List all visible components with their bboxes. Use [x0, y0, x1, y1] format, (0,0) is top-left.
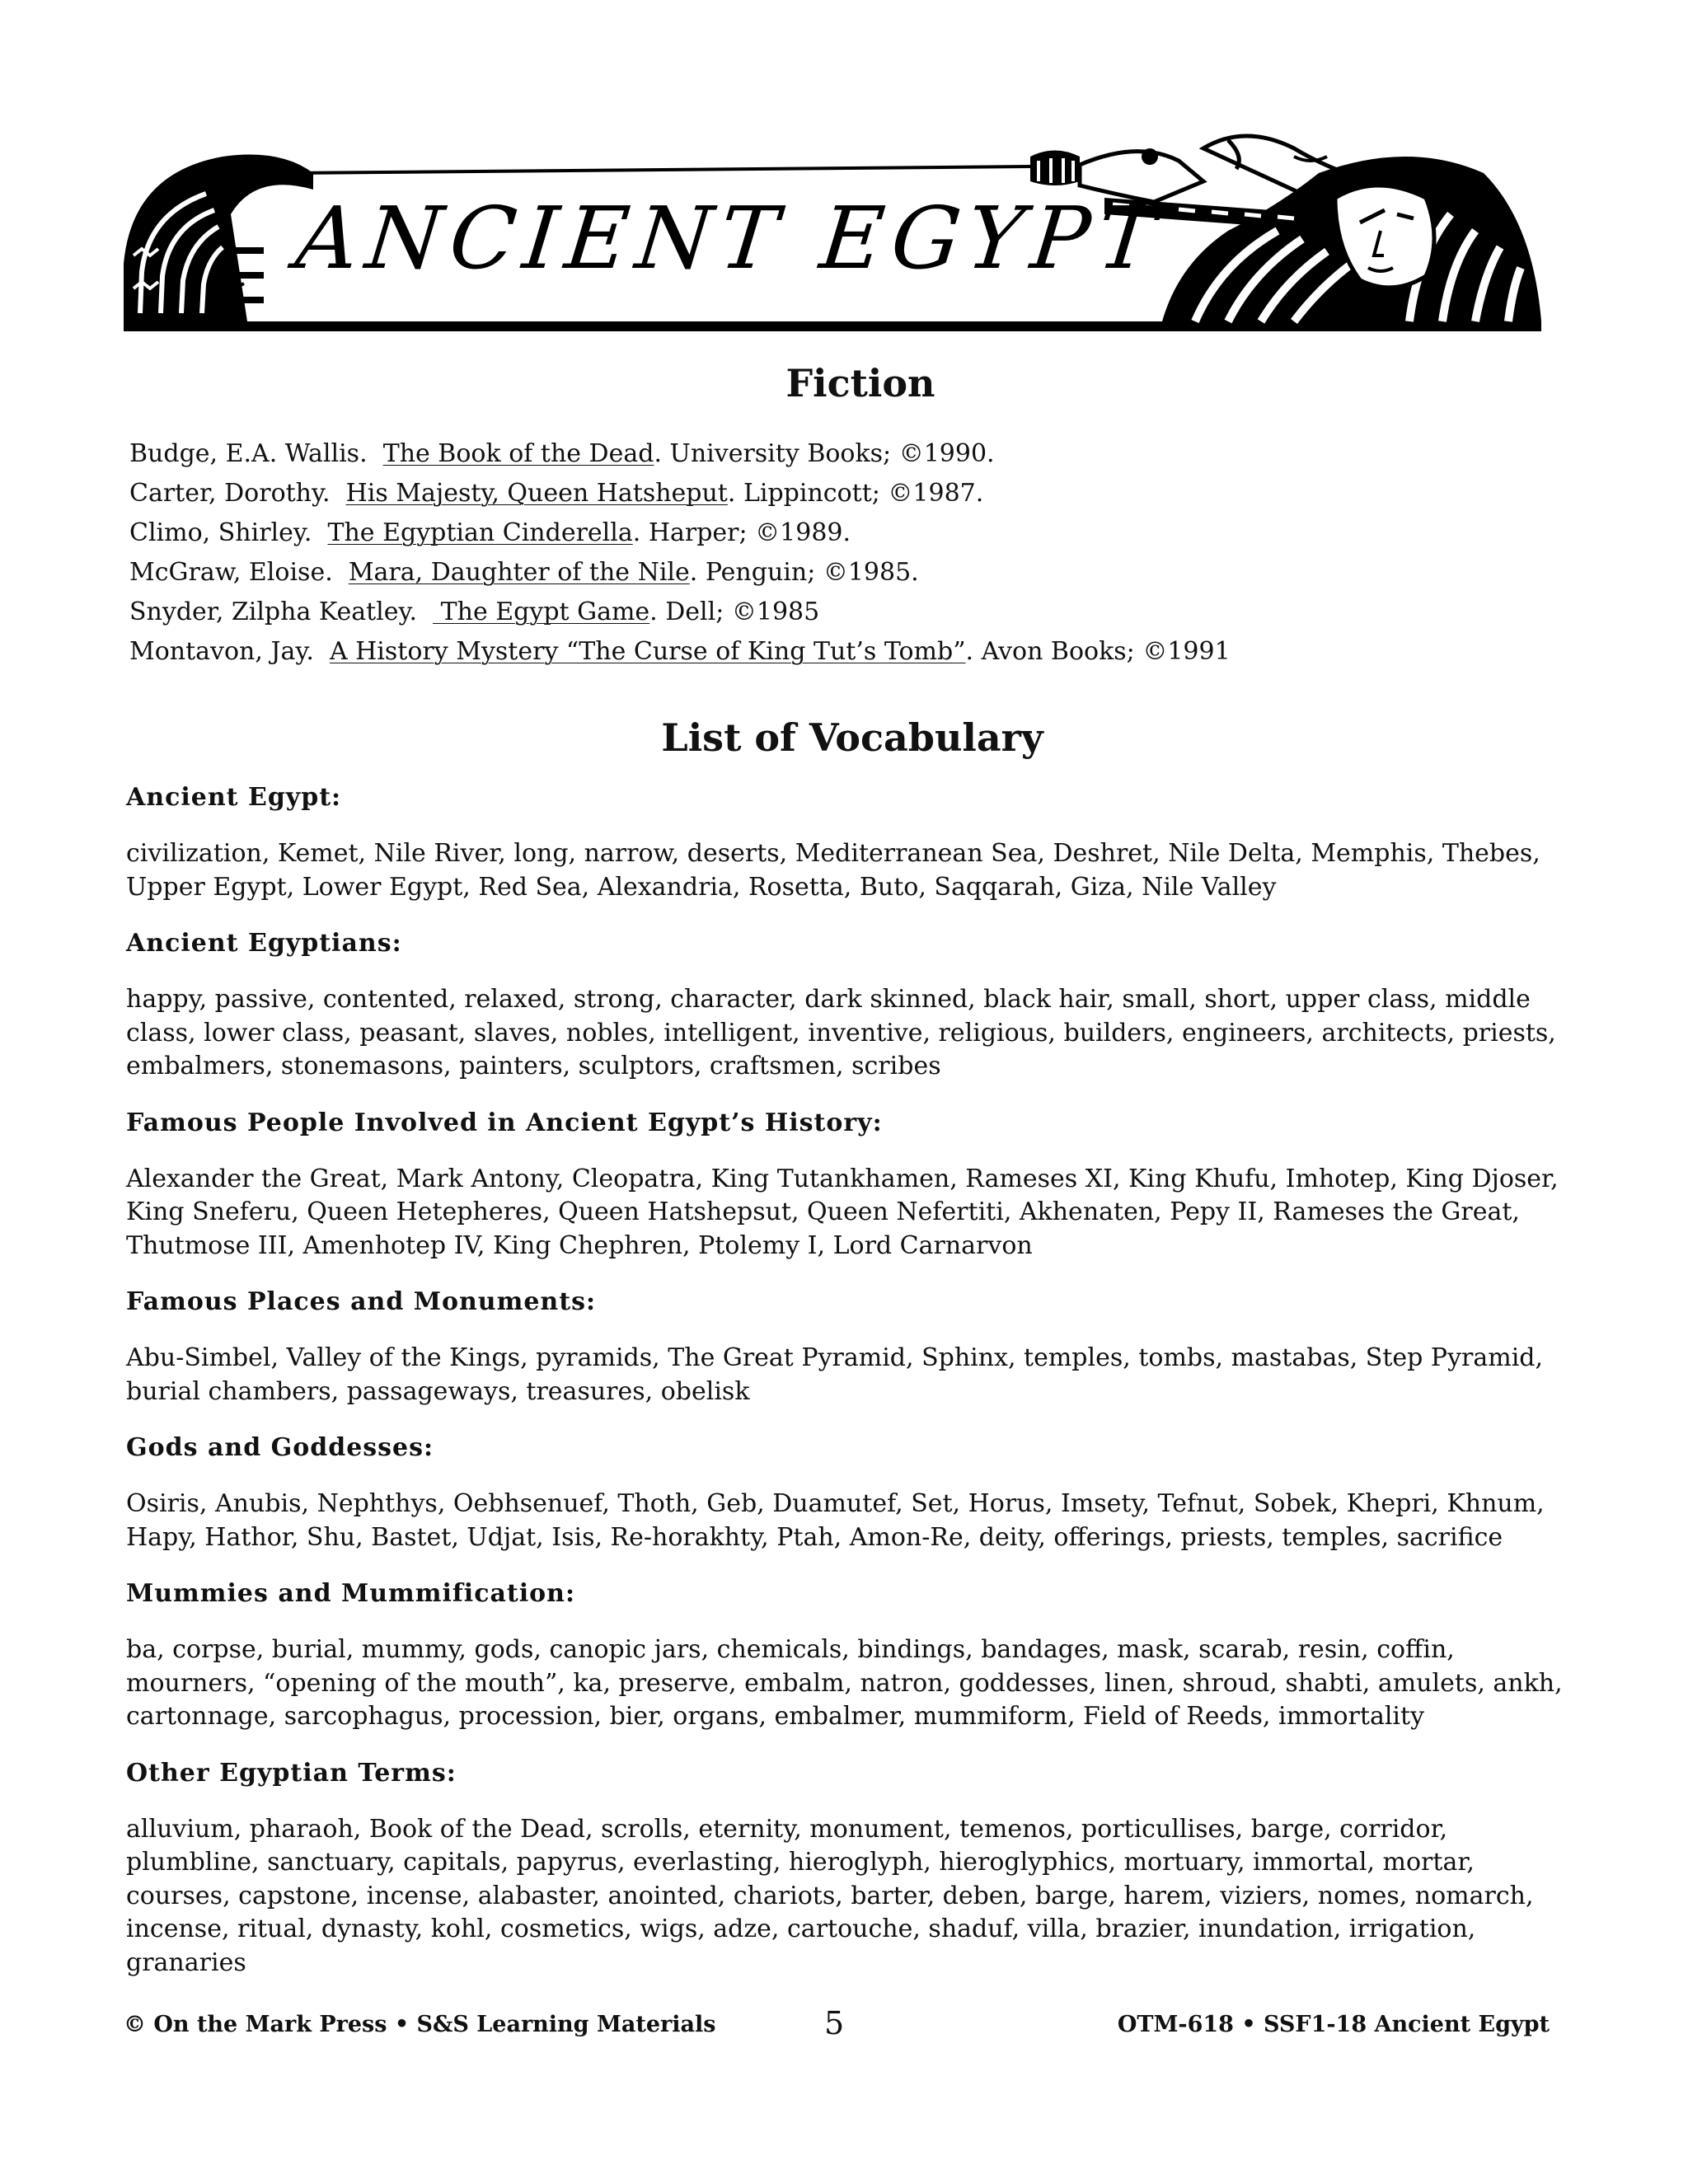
fiction-publication-details: . Harper; ©1989. — [632, 518, 851, 547]
vocabulary-category — [126, 1432, 1564, 1554]
fiction-list — [129, 434, 1580, 672]
vocabulary-category — [126, 1577, 1564, 1734]
vocabulary-category-words: happy, passive, contented, relaxed, strong, character, dark skinned, black hair, small, short, upper class, middle class, lower class, peasant, slaves, nobles, intelligent, inventive, religious, builders, engineers, architects, priests, embalmers, stonemasons, painters, sculptors, craftsmen, scribes — [126, 985, 1556, 1080]
vocabulary-category — [126, 1757, 1564, 1980]
fiction-title: Mara, Daughter of the Nile — [348, 558, 690, 587]
fiction-publication-details: . Dell; ©1985 — [649, 598, 820, 626]
fiction-publication-details: . Avon Books; ©1991 — [965, 637, 1231, 666]
vocabulary-category-words: civilization, Kemet, Nile River, long, narrow, deserts, Mediterranean Sea, Deshret, Nile Delta, Memphis, Thebes, Upper Egypt, Lower Egypt, Red Sea, Alexandria, Rosetta, Buto, Saqqarah, Giza, Nile Valley — [126, 839, 1540, 902]
vocabulary-category-words: Alexander the Great, Mark Antony, Cleopatra, King Tutankhamen, Rameses XI, King Khufu, Imhotep, King Djoser, King Sneferu, Queen Hetepheres, Queen Hatshepsut, Queen Nefertiti, Akhenaten, Pepy II, Rameses the Great, Thutmose III, Amenhotep IV, King Chephren, Ptolemy I, Lord Carnarvon — [126, 1164, 1559, 1260]
vocabulary-heading: List of Vocabulary — [661, 715, 1043, 760]
footer-publisher: © On the Mark Press • S&S Learning Materials — [124, 2012, 716, 2037]
fiction-title: A History Mystery “The Curse of King Tut’s Tomb” — [329, 637, 966, 666]
fiction-author: Montavon, Jay. — [129, 637, 314, 666]
fiction-entry — [129, 434, 1580, 474]
fiction-author: McGraw, Eloise. — [129, 558, 333, 587]
vocabulary-category — [126, 1286, 1564, 1408]
fiction-author: Budge, E.A. Wallis. — [129, 439, 368, 468]
vocabulary-category-words: Abu-Simbel, Valley of the Kings, pyramids, The Great Pyramid, Sphinx, temples, tombs, mastabas, Step Pyramid, burial chambers, passageways, treasures, obelisk — [126, 1343, 1544, 1406]
vocabulary-category-heading: Famous Places and Monuments: — [126, 1287, 597, 1316]
vocabulary-category — [126, 1107, 1564, 1263]
fiction-entry — [129, 553, 1580, 593]
fiction-entry — [129, 474, 1580, 513]
vocabulary-category-heading: Ancient Egyptians: — [126, 929, 402, 958]
vocabulary-category-heading: Gods and Goddesses: — [126, 1433, 434, 1462]
fiction-entry — [129, 632, 1580, 672]
ancient-egypt-banner — [124, 124, 1541, 338]
fiction-author: Climo, Shirley. — [129, 518, 312, 547]
vocabulary-category — [126, 781, 1564, 904]
fiction-title: His Majesty, Queen Hatsheput — [345, 479, 728, 508]
vocabulary-category-words: alluvium, pharaoh, Book of the Dead, scrolls, eternity, monument, temenos, porticullises, barge, corridor, plumbline, sanctuary, capitals, papyrus, everlasting, hieroglyph, hieroglyphics, mortuary, immortal, mortar, courses, capstone, incense, alabaster, anointed, chariots, barter, deben, barge, harem, viziers, nomes, nomarch, incense, ritual, dynasty, kohl, cosmetics, wigs, adze, cartouche, shaduf, villa, brazier, inundation, irrigation, granaries — [126, 1814, 1534, 1977]
vocabulary-list — [126, 781, 1564, 2003]
fiction-title: The Egypt Game — [433, 598, 650, 626]
fiction-heading: Fiction — [785, 361, 935, 405]
left-headdress-icon — [124, 155, 313, 322]
fiction-publication-details: . Penguin; ©1985. — [689, 558, 919, 587]
fiction-publication-details: . University Books; ©1990. — [654, 439, 995, 468]
fiction-author: Carter, Dorothy. — [129, 479, 331, 508]
fiction-author: Snyder, Zilpha Keatley. — [129, 598, 418, 626]
fiction-title: The Egyptian Cinderella — [327, 518, 633, 547]
vocabulary-category-heading: Other Egyptian Terms: — [126, 1758, 457, 1788]
vocabulary-category-heading: Famous People Involved in Ancient Egypt’s History: — [126, 1108, 883, 1137]
vocabulary-category-words: ba, corpse, burial, mummy, gods, canopic jars, chemicals, bindings, bandages, mask, scarab, resin, coffin, mourners, “opening of the mouth”, ka, preserve, embalm, natron, goddesses, linen, shroud, shabti, amulets, ankh, cartonnage, sarcophagus, procession, bier, organs, embalmer, mummiform, Field of Reeds, immortality — [126, 1635, 1563, 1731]
vocabulary-category-heading: Mummies and Mummification: — [126, 1579, 576, 1608]
page-number: 5 — [824, 2005, 845, 2041]
fiction-publication-details: . Lippincott; ©1987. — [727, 479, 984, 508]
fiction-entry — [129, 513, 1580, 553]
banner-title: ANCIENT EGYPT — [291, 188, 1169, 288]
vocabulary-category-heading: Ancient Egypt: — [126, 783, 342, 812]
fiction-title: The Book of the Dead — [382, 439, 654, 468]
vocabulary-category-words: Osiris, Anubis, Nephthys, Oebhsenuef, Thoth, Geb, Duamutef, Set, Horus, Imsety, Tefnut, Sobek, Khepri, Khnum, Hapy, Hathor, Shu, Bastet, Udjat, Isis, Re-horakhty, Ptah, Amon-Re, deity, offerings, priests, temples, sacrifice — [126, 1489, 1545, 1552]
footer-product-code: OTM-618 • SSF1-18 Ancient Egypt — [1117, 2012, 1550, 2037]
vocabulary-category — [126, 927, 1564, 1084]
fiction-entry — [129, 593, 1580, 632]
page-footer — [124, 2005, 1550, 2046]
